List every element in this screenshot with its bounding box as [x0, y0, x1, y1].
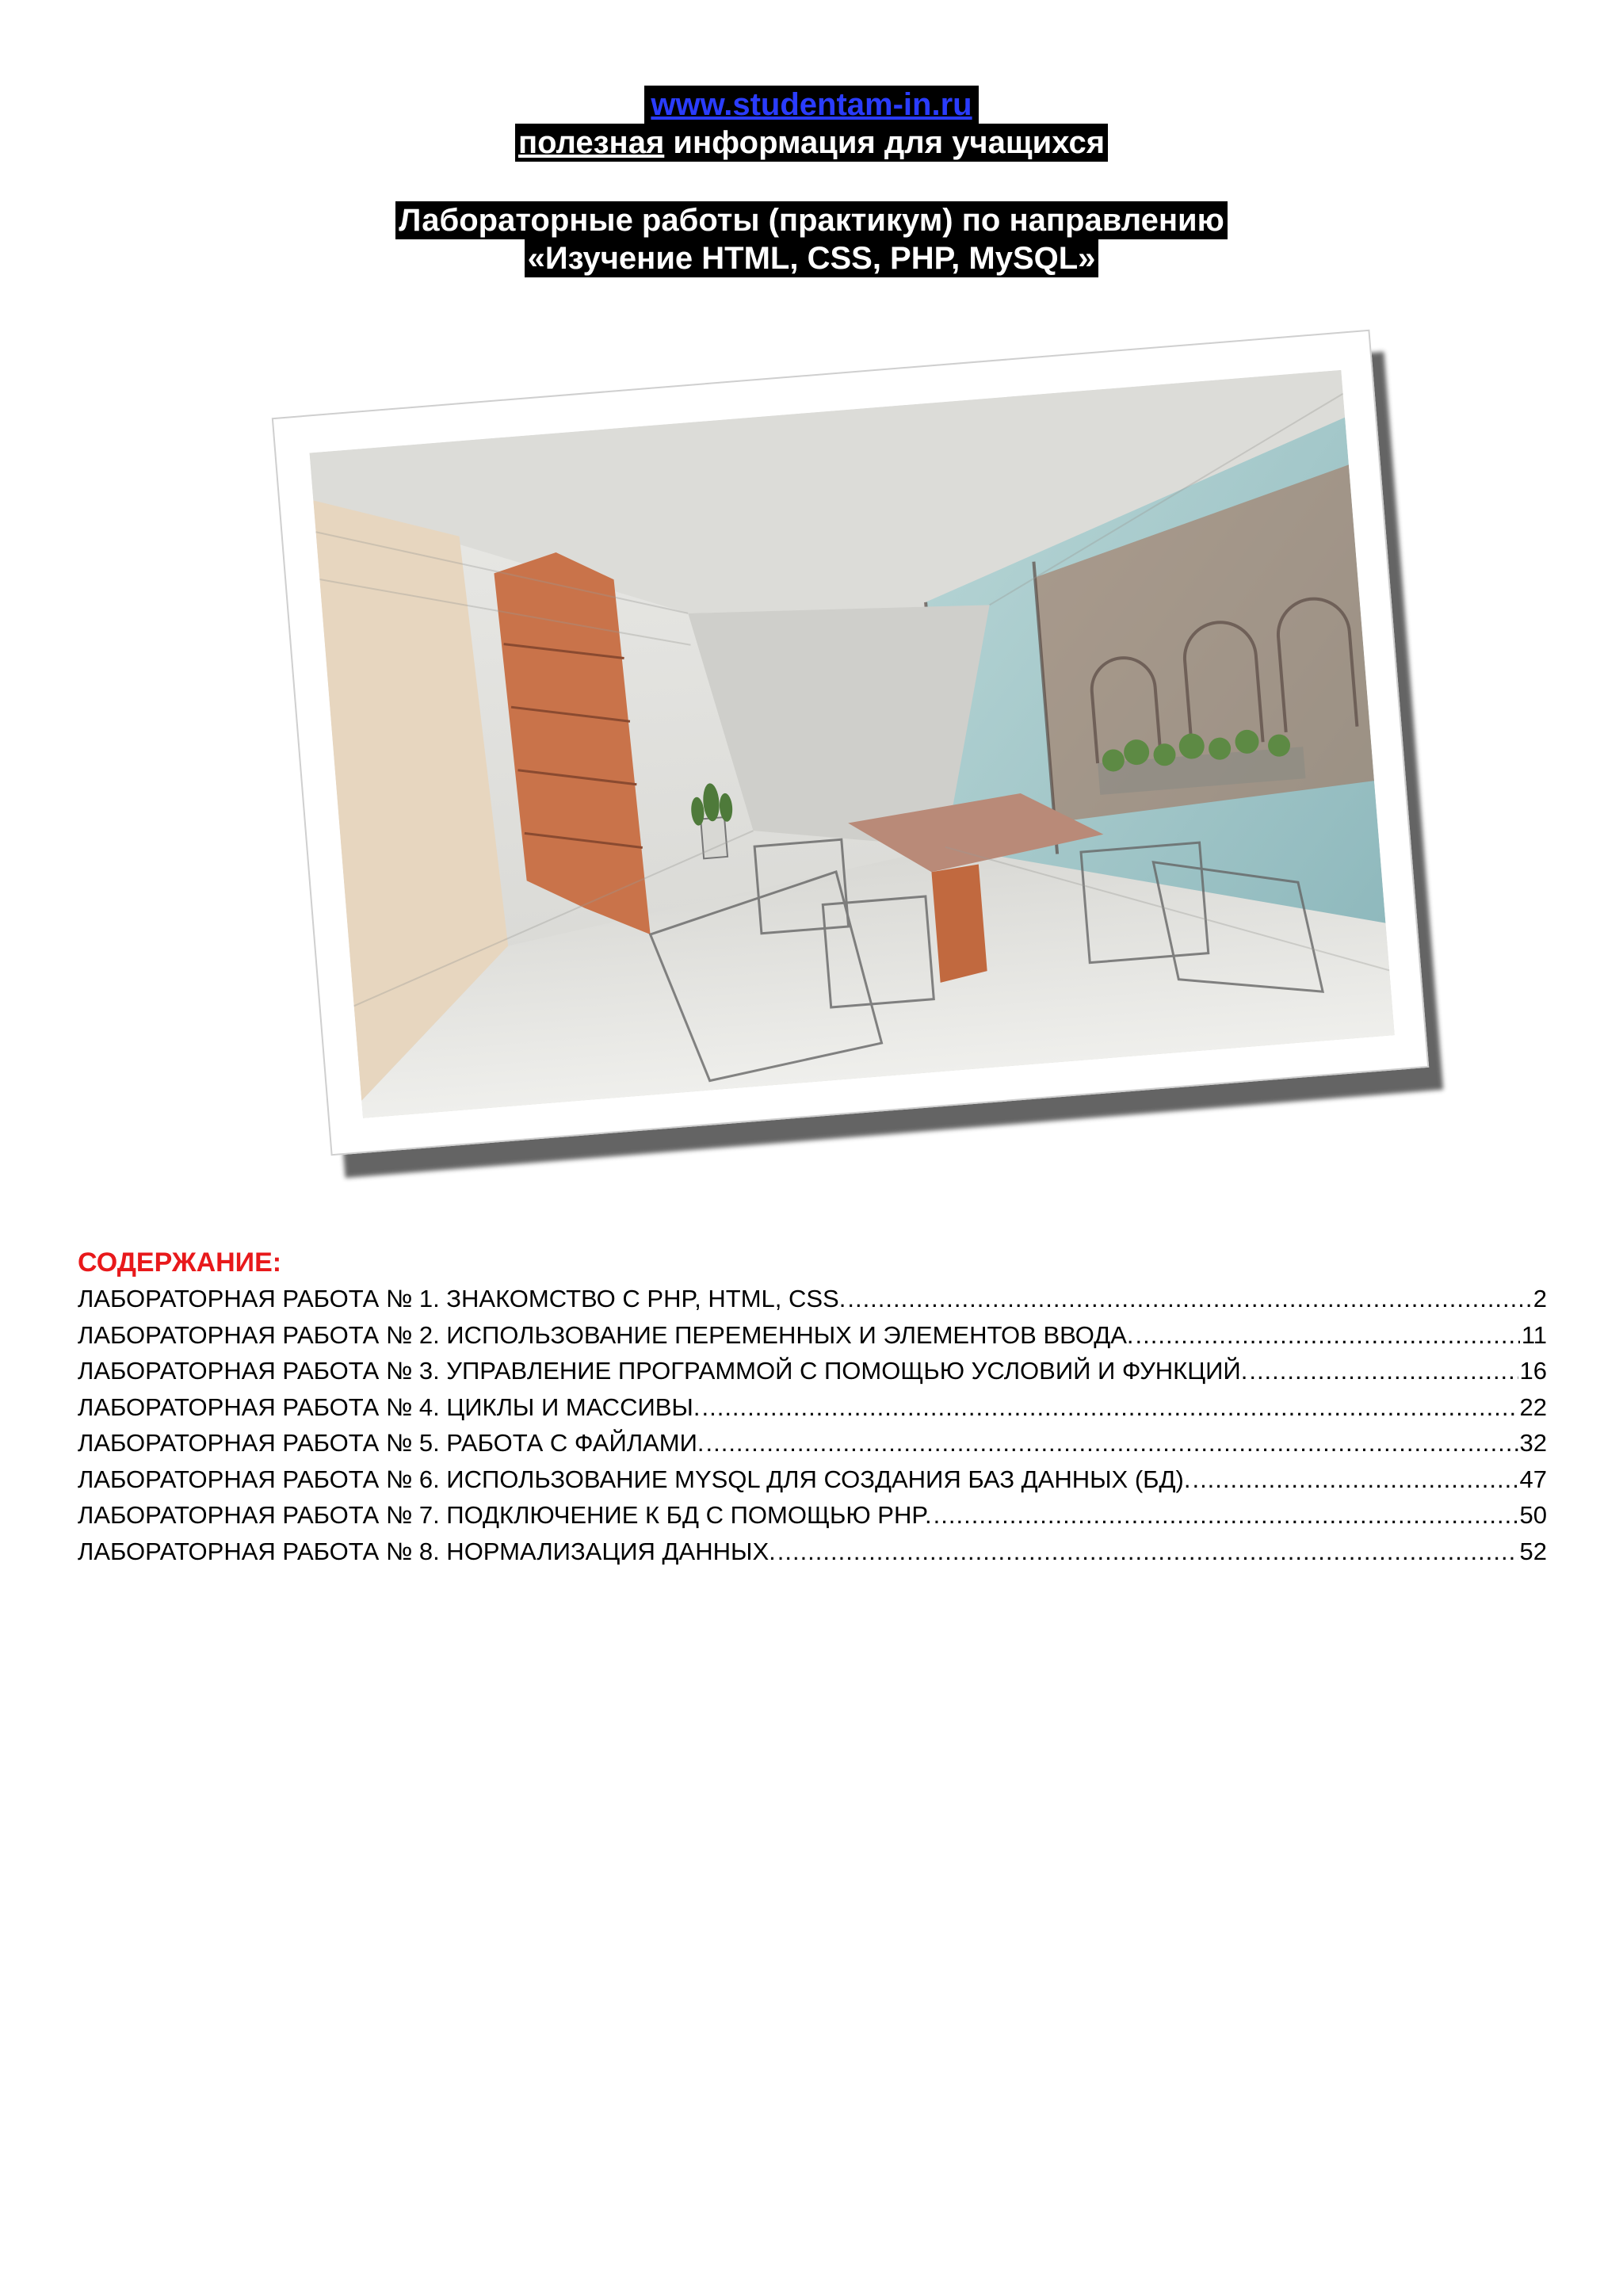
toc-entry-title: ЛАБОРАТОРНАЯ РАБОТА № 8. НОРМАЛИЗАЦИЯ ДАННЫХ. [78, 1537, 776, 1565]
toc-entry[interactable] [78, 1534, 1547, 1570]
toc-leader-dots [705, 1425, 1518, 1461]
toc-entry[interactable] [78, 1281, 1547, 1317]
toc-entry[interactable] [78, 1461, 1547, 1498]
toc-entry-title: ЛАБОРАТОРНАЯ РАБОТА № 1. ЗНАКОМСТВО С PHP, HTML, CSS. [78, 1285, 846, 1312]
toc-entry[interactable] [78, 1317, 1547, 1354]
toc-entry[interactable] [78, 1353, 1547, 1389]
toc-entry[interactable] [78, 1425, 1547, 1461]
toc-leader-dots [1136, 1317, 1520, 1354]
site-link[interactable]: www.studentam-in.ru [644, 86, 978, 124]
title-2: «Изучение HTML, CSS, PHP, MySQL» [525, 239, 1099, 277]
title-line-2 [525, 239, 1099, 277]
toc-entry-page: 11 [1521, 1320, 1547, 1349]
toc-entry-title: ЛАБОРАТОРНАЯ РАБОТА № 5. РАБОТА С ФАЙЛАМИ. [78, 1429, 705, 1457]
toc-entry[interactable] [78, 1389, 1547, 1426]
toc-entry-page: 16 [1519, 1357, 1547, 1385]
toc-entry-page: 50 [1519, 1501, 1547, 1529]
document-header [0, 86, 1623, 277]
toc-entry-title: ЛАБОРАТОРНАЯ РАБОТА № 7. ПОДКЛЮЧЕНИЕ К БД С ПОМОЩЬЮ PHP. [78, 1501, 932, 1529]
toc-leader-dots [1249, 1353, 1518, 1389]
interior-sketch-image [309, 370, 1394, 1118]
toc-entry-title: ЛАБОРАТОРНАЯ РАБОТА № 2. ИСПОЛЬЗОВАНИЕ ПЕРЕМЕННЫХ И ЭЛЕМЕНТОВ ВВОДА. [78, 1320, 1134, 1349]
toc-list [78, 1281, 1547, 1569]
toc-entry-title: ЛАБОРАТОРНАЯ РАБОТА № 6. ИСПОЛЬЗОВАНИЕ MYSQL ДЛЯ СОЗДАНИЯ БАЗ ДАННЫХ (БД). [78, 1465, 1191, 1493]
toc-entry-title: ЛАБОРАТОРНАЯ РАБОТА № 4. ЦИКЛЫ И МАССИВЫ. [78, 1392, 701, 1421]
subtitle-line [515, 124, 1108, 162]
toc-entry-page: 22 [1519, 1392, 1547, 1421]
toc-entry[interactable] [78, 1497, 1547, 1534]
toc-heading: СОДЕРЖАНИЕ: [78, 1247, 282, 1278]
toc-entry-page: 2 [1533, 1285, 1547, 1312]
photo-shadow [286, 352, 1443, 1178]
toc-leader-dots [847, 1281, 1531, 1317]
toc-leader-dots [934, 1497, 1518, 1534]
title-1: Лабораторные работы (практикум) по направлению [395, 201, 1228, 239]
site-line [644, 86, 978, 124]
header-spacer [0, 162, 1623, 201]
toc-leader-dots [777, 1534, 1518, 1570]
table-of-contents [78, 1246, 1547, 1569]
toc-leader-dots [701, 1389, 1518, 1426]
toc-entry-page: 32 [1519, 1429, 1547, 1457]
toc-entry-title: ЛАБОРАТОРНАЯ РАБОТА № 3. УПРАВЛЕНИЕ ПРОГРАММОЙ С ПОМОЩЬЮ УСЛОВИЙ И ФУНКЦИЙ. [78, 1357, 1248, 1385]
photo-frame [272, 330, 1429, 1156]
subtitle [515, 124, 1108, 162]
toc-entry-page: 47 [1519, 1465, 1547, 1493]
subtitle-underlined: полезная [517, 125, 665, 160]
toc-entry-page: 52 [1519, 1537, 1547, 1565]
title-line-1 [395, 201, 1228, 239]
subtitle-rest: информация для учащихся [664, 125, 1106, 160]
toc-leader-dots [1192, 1461, 1518, 1498]
